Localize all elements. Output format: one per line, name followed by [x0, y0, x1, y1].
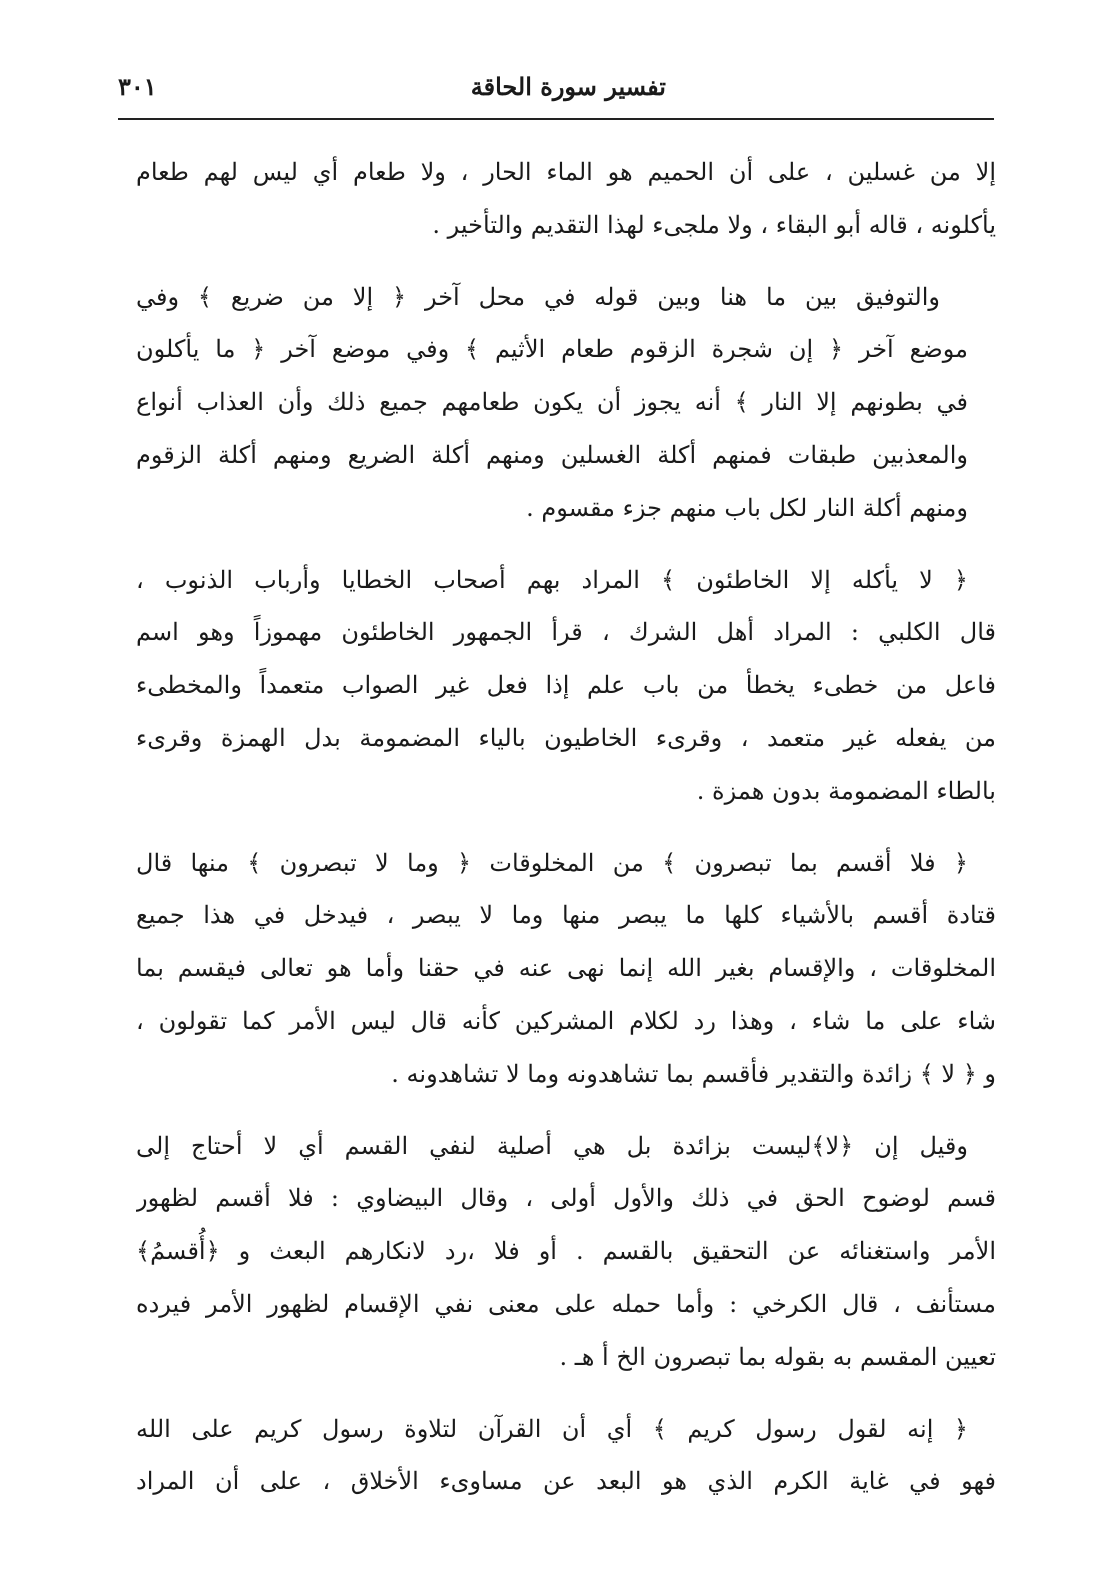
chapter-title: تفسير سورة الحاقة — [470, 72, 666, 101]
text-line: ﴿ لا يأكله إلا الخاطئون ﴾ المراد بهم أصحاب الخطايا وأرباب الذنوب ، — [136, 565, 968, 594]
text-line: قسم لوضوح الحق في ذلك والأول أولى ، وقال البيضاوي : فلا أقسم لظهور — [136, 1184, 996, 1213]
text-line: ﴿ فلا أقسم بما تبصرون ﴾ من المخلوقات ﴿ وما لا تبصرون ﴾ منها قال — [136, 848, 968, 877]
text-line: ﴿ إنه لقول رسول كريم ﴾ أي أن القرآن لتلاوة رسول كريم على الله — [136, 1414, 968, 1443]
text-line: تعيين المقسم به بقوله بما تبصرون الخ أ هـ . — [559, 1342, 996, 1371]
text-line: وقيل إن ﴿لا﴾ليست بزائدة بل هي أصلية لنفي القسم أي لا أحتاج إلى — [136, 1131, 968, 1160]
text-line: موضع آخر ﴿ إن شجرة الزقوم طعام الأثيم ﴾ وفي موضع آخر ﴿ ما يأكلون — [136, 335, 968, 364]
text-line: قال الكلبي : المراد أهل الشرك ، قرأ الجمهور الخاطئون مهموزاً وهو اسم — [136, 618, 996, 647]
paragraph — [136, 837, 996, 1101]
text-line: فاعل من خطىء يخطأ من باب علم إذا فعل غير الصواب متعمداً والمخطىء — [136, 671, 996, 700]
text-line: فهو في غاية الكرم الذي هو البعد عن مساوىء الأخلاق ، على أن المراد — [136, 1467, 996, 1496]
header-divider — [118, 118, 994, 120]
text-line: يأكلونه ، قاله أبو البقاء ، ولا ملجىء لهذا التقديم والتأخير . — [432, 210, 996, 239]
text-line: من يفعله غير متعمد ، وقرىء الخاطيون بالياء المضمومة بدل الهمزة وقرىء — [136, 723, 996, 752]
page-body — [136, 146, 996, 1508]
text-line: ومنهم أكلة النار لكل باب منهم جزء مقسوم . — [526, 493, 968, 522]
paragraph — [136, 1403, 996, 1509]
paragraph — [136, 554, 996, 818]
text-line: بالطاء المضمومة بدون همزة . — [696, 776, 996, 805]
text-line: والمعذبين طبقات فمنهم أكلة الغسلين ومنهم أكلة الضريع ومنهم أكلة الزقوم — [136, 440, 968, 469]
page-number: ٣٠١ — [118, 72, 157, 101]
text-line: الأمر واستغنائه عن التحقيق بالقسم . أو فلا ،رد لانكارهم البعث و ﴿أُقسمُ﴾ — [136, 1237, 996, 1266]
text-line: و ﴿ لا ﴾ زائدة والتقدير فأقسم بما تشاهدونه وما لا تشاهدونه . — [391, 1059, 996, 1088]
paragraph — [136, 271, 996, 535]
paragraph — [136, 146, 996, 252]
text-line: شاء على ما شاء ، وهذا رد لكلام المشركين كأنه قال ليس الأمر كما تقولون ، — [136, 1006, 996, 1035]
text-line: مستأنف ، قال الكرخي : وأما حمله على معنى نفي الإقسام لظهور الأمر فيرده — [136, 1289, 996, 1318]
paragraph — [136, 1120, 996, 1384]
running-header — [118, 62, 996, 118]
text-line: إلا من غسلين ، على أن الحميم هو الماء الحار ، ولا طعام أي ليس لهم طعام — [136, 158, 996, 186]
text-line: المخلوقات ، والإقسام بغير الله إنما نهى عنه في حقنا وأما هو تعالى فيقسم بما — [136, 954, 996, 983]
text-line: قتادة أقسم بالأشياء كلها ما يبصر منها وما لا يبصر ، فيدخل في هذا جميع — [136, 901, 996, 930]
text-line: في بطونهم إلا النار ﴾ أنه يجوز أن يكون طعامهم جميع ذلك وأن العذاب أنواع — [136, 388, 968, 417]
text-line: والتوفيق بين ما هنا وبين قوله في محل آخر ﴿ إلا من ضريع ﴾ وفي — [136, 282, 940, 311]
